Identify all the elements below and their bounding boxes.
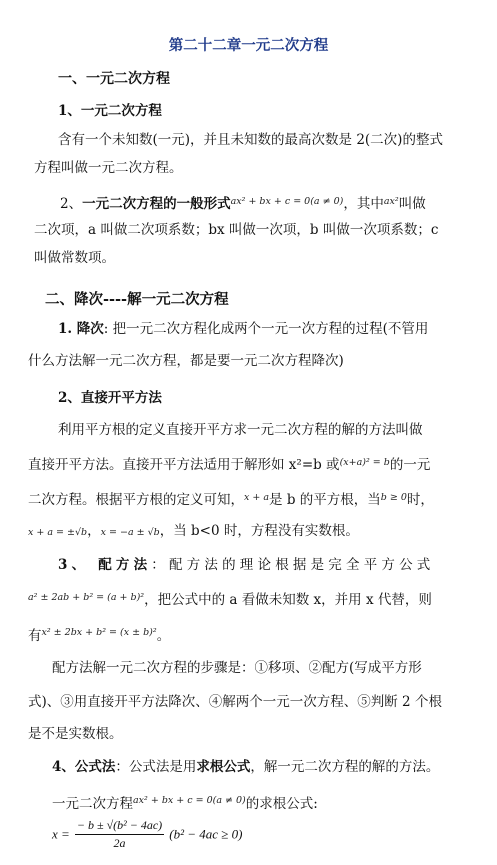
- root-formula-numerator: − b ± √(b² − 4ac): [75, 818, 164, 835]
- direct-root-text-a: 直接开平方法。直接开平方法适用于解形如 x²=b 或: [28, 457, 340, 473]
- completing-square-label: 3、 配方法: [58, 557, 152, 573]
- perfect-square-formula: a² ± 2ab + b² = (a + b)²: [28, 592, 145, 603]
- subsection-heading-2-2: 2、直接开平方法: [58, 390, 162, 406]
- formula-method-label: 4、公式法: [52, 759, 116, 775]
- general-form-formula: ax² + bx + c = 0(a ≠ 0): [230, 196, 344, 207]
- direct-root-formula-d: x + a = ±√b: [28, 527, 88, 538]
- definition-line-2: 方程叫做一元二次方程。: [34, 160, 183, 176]
- direct-root-line-1: 利用平方根的定义直接开平方求一元二次方程的解的方法叫做: [58, 422, 423, 438]
- formula-method-line-1: [52, 758, 439, 776]
- terms-line: 二次项，a 叫做二次项系数；bx 叫做一次项，b 叫做一次项系数；c: [34, 222, 439, 238]
- general-form-end: 叫做: [398, 196, 426, 212]
- direct-root-text-e: 时，: [406, 492, 434, 508]
- direct-root-line-4: x + a = ±√b，x = −a ± √b，当 b<0 时，方程没有实数根。: [28, 523, 359, 539]
- general-form-prefix: 2、: [60, 196, 83, 212]
- section-heading-1: 一、一元二次方程: [58, 71, 170, 87]
- direct-root-formula-c: b ≥ 0: [380, 492, 407, 503]
- formula-method-line-2: [52, 792, 318, 813]
- steps-line-3: 是不是实数根。: [28, 726, 123, 742]
- formula-method-text-d: 的求根公式:: [245, 796, 318, 812]
- completing-square-text-b: ，把公式中的 a 看做未知数 x，并用 x 代替，则: [144, 592, 432, 608]
- root-formula-condition: (b² − 4ac ≥ 0): [169, 826, 243, 842]
- direct-root-formula-e: x = −a ± √b: [100, 527, 160, 538]
- general-form-mid: ，其中: [343, 196, 384, 212]
- steps-line-2: 式)、③用直接开平方法降次、④解两个一元一次方程、⑤判断 2 个根: [28, 694, 442, 710]
- root-formula-term: 求根公式: [196, 759, 251, 775]
- section-heading-2: 二、降次----解一元二次方程: [45, 291, 229, 308]
- subsection-heading-1-1: 1、一元二次方程: [58, 103, 162, 119]
- completing-square-tail: 。: [156, 628, 171, 644]
- general-form-formula-2: ax² + bx + c = 0(a ≠ 0): [133, 795, 246, 806]
- quadratic-term-formula: ax²: [383, 196, 399, 207]
- completing-square-text-c: 有: [28, 628, 42, 644]
- completing-square-line-2: [28, 589, 432, 609]
- general-form-label: 一元二次方程的一般形式: [82, 196, 231, 212]
- completing-square-line-1: [58, 556, 435, 574]
- root-formula-denominator: 2a: [113, 836, 126, 850]
- general-form-line: [60, 193, 426, 213]
- direct-root-line-3: [28, 489, 434, 509]
- direct-root-text-f: ，当 b<0 时，方程没有实数根。: [159, 523, 359, 539]
- substituted-square-formula: x² ± 2bx + b² = (x ± b)²: [41, 627, 157, 638]
- root-formula-lhs: x =: [52, 826, 70, 842]
- reduction-line-2: 什么方法解一元二次方程，都是要一元二次方程降次): [28, 353, 344, 369]
- direct-root-formula-b: x + a: [244, 492, 270, 503]
- direct-root-text-b: 的一元: [389, 457, 431, 473]
- completing-square-text: ：配方法的理论根据是完全平方公式: [151, 557, 435, 573]
- formula-method-text-b: ，解一元二次方程的解的方法。: [250, 759, 440, 775]
- direct-root-text-c: 二次方程。根据平方根的定义可知，: [28, 492, 244, 508]
- reduction-line-1: [58, 320, 428, 338]
- definition-line-1: 含有一个未知数(一元)，并且未知数的最高次数是 2(二次)的整式: [58, 132, 443, 148]
- formula-method-text-a: ：公式法是用: [115, 759, 197, 775]
- direct-root-formula-a: (x+a)² = b: [339, 457, 390, 468]
- page-title: 第二十二章一元二次方程: [168, 37, 329, 54]
- formula-method-text-c: 一元二次方程: [52, 796, 133, 812]
- root-formula-fraction: [75, 818, 164, 851]
- constant-term-line: 叫做常数项。: [34, 250, 115, 266]
- quadratic-root-formula: [52, 818, 243, 851]
- completing-square-line-3: [28, 624, 170, 645]
- direct-root-line-2: [28, 454, 430, 474]
- steps-line-1: 配方法解一元二次方程的步骤是：①移项、②配方(写成平方形: [52, 660, 422, 676]
- direct-root-text-d: 是 b 的平方根，当: [269, 492, 381, 508]
- reduction-text: : 把一元二次方程化成两个一元一次方程的过程(不管用: [103, 321, 429, 337]
- reduction-label: 1. 降次: [58, 321, 104, 337]
